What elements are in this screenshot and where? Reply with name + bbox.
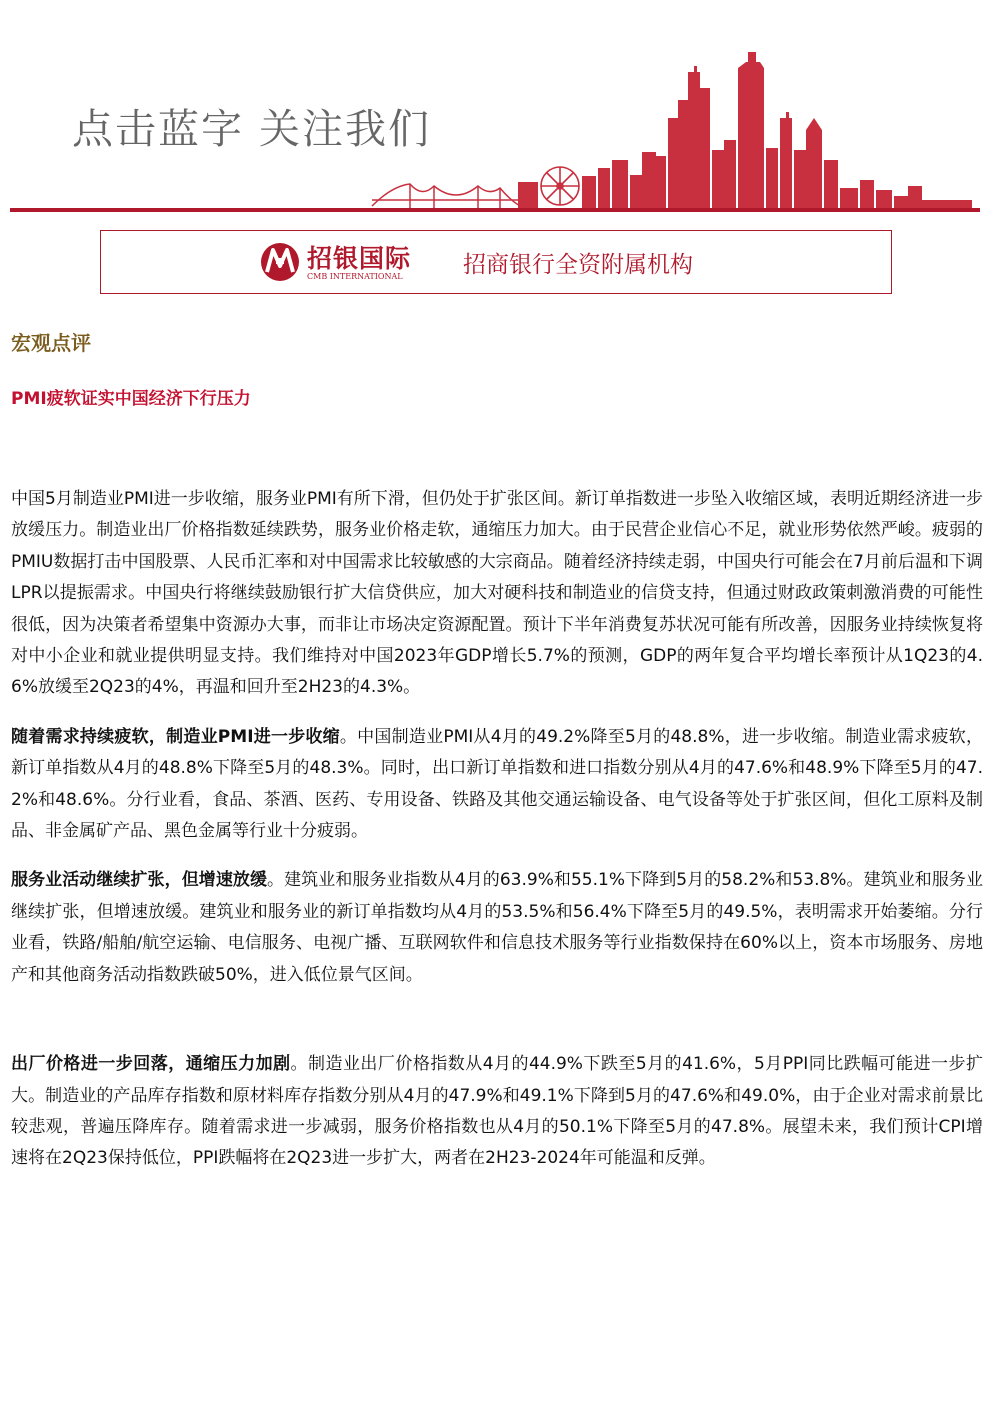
cmbi-logo-icon: [259, 238, 301, 286]
bridge-icon: [372, 184, 520, 208]
brand-banner: [100, 230, 892, 294]
paragraph-lead: 出厂价格进一步回落，通缩压力加剧: [11, 1054, 291, 1075]
paragraph-text: 。中国制造业PMI从4月的49.2%降至5月的48.8%，进一步收缩。制造业需求疲软，新订单指数从4月的48.8%下降至5月的48.3%。同时，出口新订单指数和进口指数分别从4月的47.6%和48.9%下降至5月的47.2%和48.6%。分行业看，食品、茶酒、医药、专用设备、铁路及其他交通运输设备、电气设备等处于扩张区间，但化工原料及制品、非金属矿产品、黑色金属等行业十分疲弱。: [11, 726, 983, 842]
paragraph-text: 中国5月制造业PMI进一步收缩，服务业PMI有所下滑，但仍处于扩张区间。新订单指数进一步坠入收缩区域，表明近期经济进一步放缓压力。制造业出厂价格指数延续跌势，服务业价格走软，通缩压力加大。由于民营企业信心不足，就业形势依然严峻。疲弱的PMIU数据打击中国股票、人民币汇率和对中国需求比较敏感的大宗商品。随着经济持续走弱，中国央行可能会在7月前后温和下调LPR以提振需求。中国央行将继续鼓励银行扩大信贷供应，加大对硬科技和制造业的信贷支持，但通过财政政策刺激消费的可能性很低，因为决策者希望集中资源办大事，而非让市场决定资源配置。预计下半年消费复苏状况可能有所改善，因服务业持续恢复将对中小企业和就业提供明显支持。我们维持对中国2023年GDP增长5.7%的预测，GDP的两年复合平均增长率预计从1Q23的4.6%放缓至2Q23的4%，再温和回升至2H23的4.3%。: [11, 489, 983, 698]
header-banner: [0, 0, 992, 220]
paragraph-services: [11, 865, 983, 991]
skyscrapers-icon: [518, 52, 972, 210]
section-label: 宏观点评: [11, 331, 91, 355]
paragraph-lead: 服务业活动继续扩张，但增速放缓: [11, 870, 268, 891]
paragraph-text: 。建筑业和服务业指数从4月的63.9%和55.1%下降到5月的58.2%和53.8%。建筑业和服务业继续扩张，但增速放缓。建筑业和服务业的新订单指数均从4月的53.5%和56.4%下降至5月的49.5%，表明需求开始萎缩。分行业看，铁路/船舶/航空运输、电信服务、电视广播、互联网软件和信息技术服务等行业指数保持在60%以上，资本市场服务、房地产和其他商务活动指数跌破50%，进入低位景气区间。: [11, 870, 983, 985]
report-title: PMI疲软证实中国经济下行压力: [11, 389, 251, 409]
ferris-wheel-icon: [541, 167, 579, 205]
paragraph-prices: [11, 1049, 983, 1175]
follow-us-title[interactable]: 点击蓝字 关注我们: [72, 105, 432, 153]
city-skyline-illustration: [0, 0, 992, 220]
report-body: [11, 484, 983, 1175]
paragraph-manufacturing: [11, 722, 983, 848]
paragraph-lead: 随着需求持续疲软，制造业PMI进一步收缩: [11, 726, 340, 747]
logo-name-en: CMB INTERNATIONAL: [307, 272, 403, 281]
paragraph-text: 。制造业出厂价格指数从4月的44.9%下跌至5月的41.6%，5月PPI同比跌幅可能进一步扩大。制造业的产品库存指数和原材料库存指数分别从4月的47.9%和49.1%下降到5月的47.6%和49.0%，由于企业对需求前景比较悲观，普遍压降库存。随着需求进一步减弱，服务价格指数也从4月的50.1%下降至5月的47.8%。展望未来，我们预计CPI增速将在2Q23保持低位，PPI跌幅将在2Q23进一步扩大，两者在2H23-2024年可能温和反弹。: [11, 1054, 984, 1169]
brand-tagline: 招商银行全资附属机构: [463, 252, 693, 278]
paragraph-summary: [11, 484, 983, 704]
header-divider: [10, 208, 980, 212]
logo-name-cn: 招银国际: [307, 244, 412, 273]
